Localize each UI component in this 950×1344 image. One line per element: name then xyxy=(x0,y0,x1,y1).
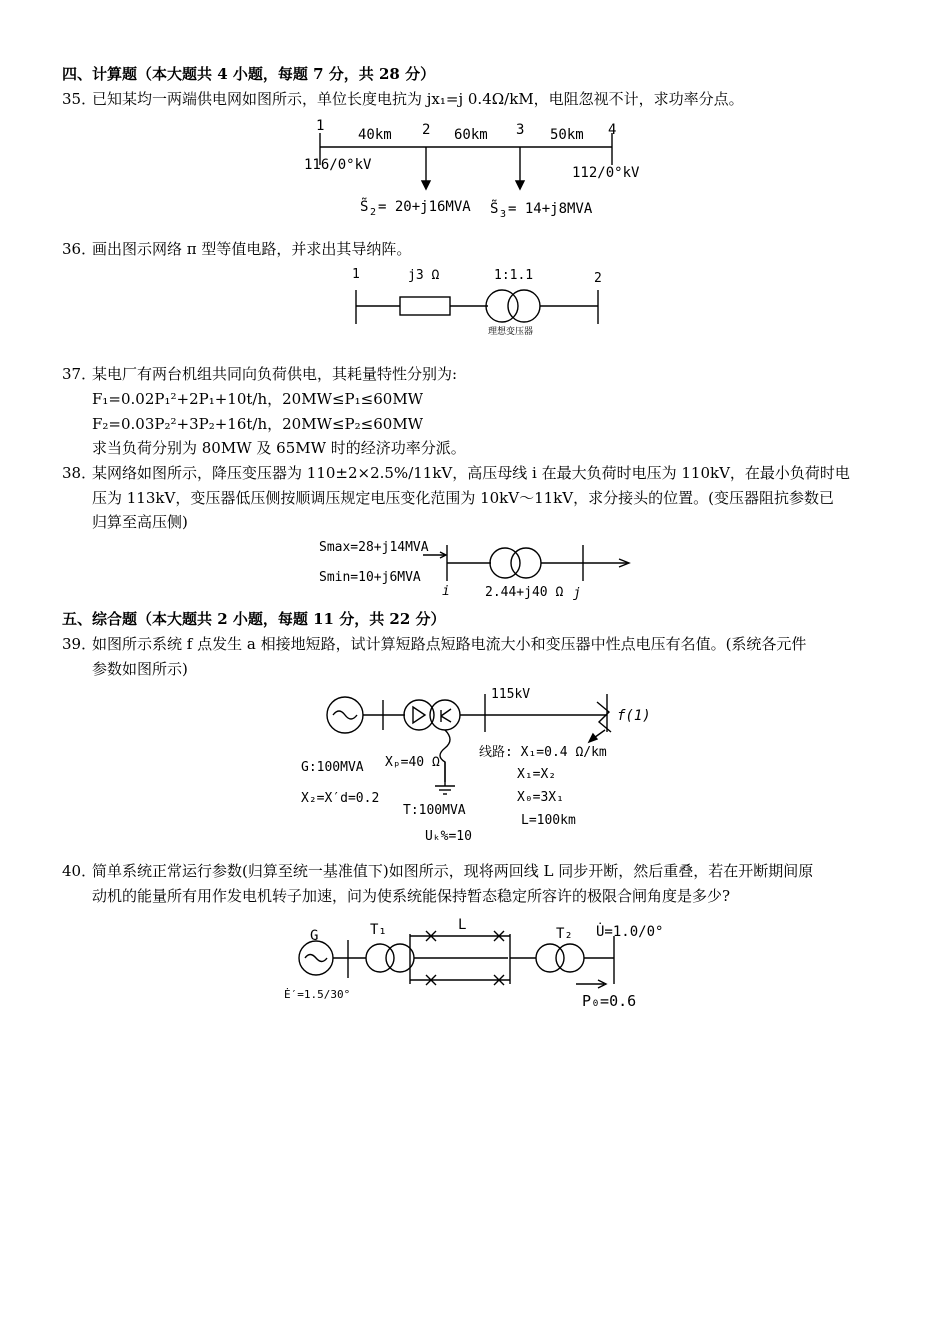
q35-s3: = 14+j8MVA xyxy=(508,201,593,217)
q37-f2: F₂=0.03P₂²+3P₂+16t/h，20MW≤P₂≤60MW xyxy=(92,415,424,433)
q39-generator-x: X₂=X′d=0.2 xyxy=(301,791,380,806)
q39-transformer: T:100MVA xyxy=(403,803,466,818)
q38-number: 38． xyxy=(62,464,97,482)
q36-figure xyxy=(340,262,620,342)
q39-line1: 如图所示系统 f 点发生 a 相接地短路，试计算短路点短路电流大小和变压器中性点电压有名值。(系统各元件 xyxy=(92,635,807,653)
q35-node-2: 2 xyxy=(422,122,431,138)
q35-dist-1: 40km xyxy=(358,127,392,143)
section4-title: 四、计算题（本大题共 4 小题，每题 7 分，共 28 分） xyxy=(62,65,436,83)
q39-kv: 115kV xyxy=(491,687,531,702)
q39-length: L=100km xyxy=(521,813,576,828)
q38-impedance: 2.44+j40 Ω xyxy=(485,585,564,600)
q38-figure xyxy=(315,535,645,603)
q38-smax: Smax=28+j14MVA xyxy=(319,540,429,555)
q38-node-i: i xyxy=(442,584,450,599)
q40-line2: 动机的能量所有用作发电机转子加速，问为使系统能保持暂态稳定所容许的极限合闸角度是多少? xyxy=(92,887,731,905)
q36-impedance: j3 Ω xyxy=(408,268,440,283)
q39-fault: f(1) xyxy=(617,708,651,724)
q38-line3: 归算至高压侧) xyxy=(92,513,188,531)
q36-caption: 理想变压器 xyxy=(488,327,534,337)
q39-number: 39． xyxy=(62,635,97,653)
q38-line2: 压为 113kV，变压器低压侧按顺调压规定电压变化范围为 10kV～11kV，求分接头的位置。(变压器阻抗参数已 xyxy=(92,489,834,507)
q39-uk: Uₖ%=10 xyxy=(425,829,472,844)
q35-s2: = 20+j16MVA xyxy=(378,199,471,215)
q39-x0: X₀=3X₁ xyxy=(517,790,564,805)
q40-number: 40． xyxy=(62,862,97,880)
q35-number: 35． xyxy=(62,90,97,108)
q35-voltage-4: 112/0°kV xyxy=(572,165,640,181)
q36-text: 画出图示网络 π 型等值电路，并求出其导纳阵。 xyxy=(92,240,412,258)
q36-node-2: 2 xyxy=(594,271,602,286)
q35-voltage-1: 116/0°kV xyxy=(304,157,372,173)
q40-p0: P₀=0.6 xyxy=(582,992,637,1010)
q37-number: 37． xyxy=(62,365,97,383)
q35-figure xyxy=(300,115,660,225)
q39-line-x1: 线路: X₁=0.4 Ω/km xyxy=(479,745,607,760)
q36-node-1: 1 xyxy=(352,267,360,282)
q35-s3-sub: 3 xyxy=(500,209,507,220)
q39-figure xyxy=(295,682,665,850)
q37-text: 某电厂有两台机组共同向负荷供电，其耗量特性分别为: xyxy=(92,365,458,383)
section5-title: 五、综合题（本大题共 2 小题，每题 11 分，共 22 分） xyxy=(62,610,446,628)
q35-dist-3: 50km xyxy=(550,127,584,143)
q37-ask: 求当负荷分别为 80MW 及 65MW 时的经济功率分派。 xyxy=(92,439,466,457)
q38-node-j: j xyxy=(573,586,581,601)
q39-x1x2: X₁=X₂ xyxy=(517,767,557,782)
q35-node-4: 4 xyxy=(608,122,617,138)
q40-t2: T₂ xyxy=(556,926,573,942)
q40-figure xyxy=(280,912,680,1022)
q35-s2-sub: 2 xyxy=(370,207,377,218)
q39-xp: Xₚ=40 Ω xyxy=(385,755,440,770)
q39-generator: G:100MVA xyxy=(301,760,364,775)
q35-s3-symbol: S̃ xyxy=(490,201,499,217)
q35-node-3: 3 xyxy=(516,122,525,138)
q35-text: 已知某均一两端供电网如图所示，单位长度电抗为 jx₁=j 0.4Ω/kM，电阻忽视不计，求功率分点。 xyxy=(92,90,744,108)
q38-smin: Smin=10+j6MVA xyxy=(319,570,421,585)
q36-number: 36． xyxy=(62,240,97,258)
q36-ratio: 1:1.1 xyxy=(494,268,534,283)
q35-dist-2: 60km xyxy=(454,127,488,143)
q40-generator: G xyxy=(310,928,319,944)
q35-node-1: 1 xyxy=(316,118,325,134)
q40-line1: 简单系统正常运行参数(归算至统一基准值下)如图所示，现将两回线 L 同步开断，然后重叠，若在开断期间原 xyxy=(92,862,814,880)
q39-line2: 参数如图所示) xyxy=(92,660,188,678)
q40-t1: T₁ xyxy=(370,922,387,938)
q40-voltage: U̇=1.0/0° xyxy=(596,924,664,940)
q37-f1: F₁=0.02P₁²+2P₁+10t/h，20MW≤P₁≤60MW xyxy=(92,390,424,408)
q38-line1: 某网络如图所示，降压变压器为 110±2×2.5%/11kV，高压母线 i 在最大负荷时电压为 110kV，在最小负荷时电 xyxy=(92,464,850,482)
q40-emf: Ė′=1.5/30° xyxy=(284,988,351,1001)
q35-s2-symbol: S̃ xyxy=(360,199,369,215)
q40-line-l: L xyxy=(458,917,467,933)
